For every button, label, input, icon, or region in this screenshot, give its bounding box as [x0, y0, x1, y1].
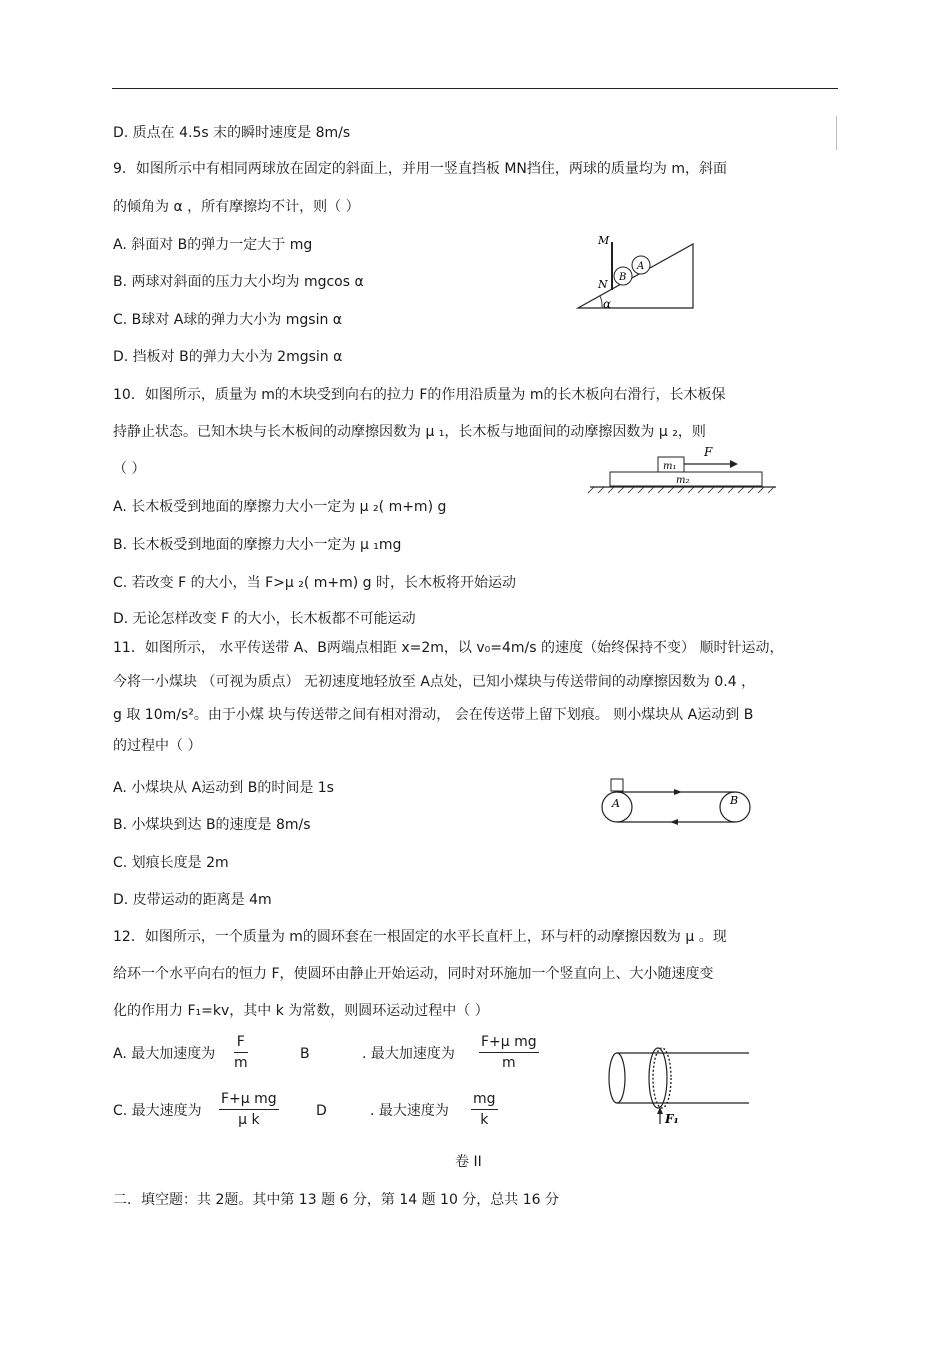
q10-option-c: C. 若改变 F 的大小，当 F>μ ₂( m+m) g 时，长木板将开始运动 — [113, 575, 516, 591]
fraction-denominator: m — [234, 1055, 248, 1071]
header-rule — [112, 88, 838, 89]
q12-option-a-label: A. 最大加速度为 — [113, 1046, 216, 1062]
q12-option-d-fraction — [471, 1091, 498, 1128]
q10-option-d: D. 无论怎样改变 F 的大小，长木板都不可能运动 — [113, 611, 416, 627]
label-a: A — [612, 797, 620, 810]
belt-arrow-right — [674, 789, 682, 795]
label-ball-b: B — [619, 272, 627, 283]
fraction-denominator: μ k — [238, 1112, 260, 1128]
q9-option-a: A. 斜面对 B的弹力一定大于 mg — [113, 237, 313, 253]
fraction-numerator: F+μ mg — [479, 1034, 539, 1053]
fraction-denominator: k — [480, 1112, 489, 1128]
angle-arc — [600, 296, 602, 308]
q8-option-d: D. 质点在 4.5s 末的瞬时速度是 8m/s — [113, 125, 351, 141]
incline-figure — [572, 228, 702, 312]
force-arrowhead — [730, 460, 738, 468]
q11-option-b: B. 小煤块到达 B的速度是 8m/s — [113, 817, 311, 833]
q9-option-b: B. 两球对斜面的压力大小均为 mgcos α — [113, 274, 364, 290]
q12-option-d-label: . 最大速度为 — [370, 1103, 449, 1119]
q9-stem-line1: 9．如图所示中有相同两球放在固定的斜面上，并用一竖直挡板 MN挡住，两球的质量均为 m，斜面 — [113, 161, 727, 177]
part-heading: 卷 II — [455, 1154, 482, 1170]
label-f: F — [704, 445, 713, 459]
ring-rod-figure — [603, 1044, 753, 1126]
fraction-numerator: F+μ mg — [219, 1091, 279, 1110]
q11-option-a: A. 小煤块从 A运动到 B的时间是 1s — [113, 780, 334, 796]
section-heading: 二．填空题：共 2题。其中第 13 题 6 分，第 14 题 10 分，总共 16 分 — [113, 1192, 560, 1208]
label-m: M — [598, 234, 610, 247]
q12-option-b-fraction — [479, 1034, 539, 1071]
label-f1: F₁ — [665, 1112, 679, 1126]
label-alpha: α — [603, 297, 612, 311]
q12-stem-line3: 化的作用力 F₁=kv，其中 k 为常数，则圆环运动过程中（ ） — [113, 1003, 489, 1019]
q11-option-d: D. 皮带运动的距离是 4m — [113, 892, 272, 908]
q12-option-c-label: C. 最大速度为 — [113, 1103, 202, 1119]
margin-mark — [836, 116, 837, 150]
q12-stem-line2: 给环一个水平向右的恒力 F，使圆环由静止开始运动，同时对环施加一个竖直向上、大小随速度变 — [113, 966, 714, 982]
fraction-numerator: F — [234, 1034, 248, 1053]
q12-stem-line1: 12．如图所示，一个质量为 m的圆环套在一根固定的水平长直杆上，环与杆的动摩擦因数为 μ 。现 — [113, 929, 727, 945]
coal-block — [611, 779, 623, 791]
board-figure — [588, 442, 778, 498]
q11-stem-line2: 今将一小煤块 （可视为质点） 无初速度地轻放至 A点处，已知小煤块与传送带间的动摩擦因数为 0.4 ， — [113, 674, 756, 690]
fraction-denominator: m — [502, 1055, 516, 1071]
q11-stem-line4: 的过程中（ ） — [113, 738, 202, 754]
q10-stem-line2: 持静止状态。已知木块与长木板间的动摩擦因数为 μ ₁，长木板与地面间的动摩擦因数为 μ ₂，则 — [113, 424, 706, 440]
q10-option-b: B. 长木板受到地面的摩擦力大小一定为 μ ₁mg — [113, 537, 402, 553]
label-n: N — [598, 278, 608, 291]
q12-option-d-letter: D — [316, 1103, 327, 1119]
incline-triangle — [578, 244, 693, 308]
ring-front — [649, 1048, 667, 1108]
ground-hatching — [588, 487, 774, 493]
q9-option-d: D. 挡板对 B的弹力大小为 2mgsin α — [113, 349, 343, 365]
q12-option-b-letter: B — [300, 1046, 310, 1062]
q10-option-a: A. 长木板受到地面的摩擦力大小一定为 μ ₂( m+m) g — [113, 499, 447, 515]
label-m2: m₂ — [676, 475, 690, 486]
q12-option-c-fraction — [219, 1091, 279, 1128]
label-m1: m₁ — [663, 461, 677, 472]
q11-stem-line1: 11．如图所示， 水平传送带 A、B两端点相距 x=2m，以 v₀=4m/s 的速度（始终保持不变） 顺时针运动， — [113, 640, 784, 656]
q9-option-c: C. B球对 A球的弹力大小为 mgsin α — [113, 312, 343, 328]
q11-option-c: C. 划痕长度是 2m — [113, 855, 229, 871]
q12-option-a-fraction — [234, 1034, 248, 1071]
q12-option-b-label: . 最大加速度为 — [362, 1046, 455, 1062]
q9-stem-line2: 的倾角为 α ，所有摩擦均不计，则（ ） — [113, 199, 360, 215]
fraction-numerator: mg — [471, 1091, 498, 1110]
ring-back — [653, 1048, 671, 1108]
q10-stem-line1: 10．如图所示，质量为 m的木块受到向右的拉力 F的作用沿质量为 m的长木板向右滑行，长木板保 — [113, 387, 726, 403]
belt-arrow-left — [670, 819, 678, 825]
label-ball-a: A — [637, 261, 645, 272]
q11-stem-line3: g 取 10m/s²。由于小煤 块与传送带之间有相对滑动， 会在传送带上留下划痕。 则小煤块从 A运动到 B — [113, 707, 754, 723]
rod-end — [609, 1053, 625, 1103]
label-b: B — [730, 794, 739, 807]
q10-stem-line3: （ ） — [113, 461, 146, 477]
conveyor-figure — [596, 776, 756, 828]
